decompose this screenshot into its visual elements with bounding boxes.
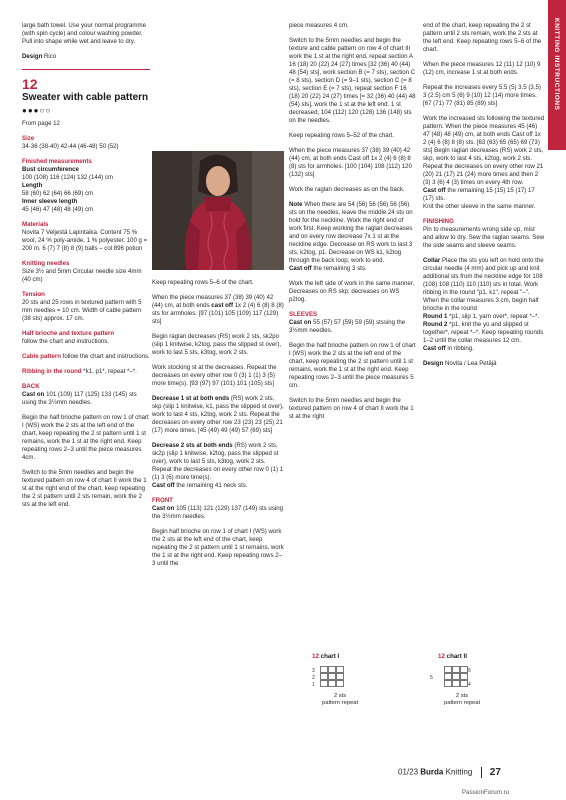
- chart-cell: [452, 680, 460, 687]
- brioche-block: Half brioche and texture pattern follow the chart and instructions.: [22, 330, 115, 345]
- chart-1-row-label: 2: [312, 675, 315, 681]
- chart-2: [430, 653, 498, 713]
- design-credit-rico: Design Rico: [22, 53, 57, 60]
- design-credit-novita: Design Novita / Lea Petäjä: [423, 360, 497, 367]
- cable-block: Cable pattern follow the chart and instructions.: [22, 353, 150, 360]
- note-block: Note When there are 54 (56) 56 (56) 56 (56) sts on the needles, leave the middle 24 sts on hold for the neckline. Work the right end of work first. Keep working the raglan decreases and on every row decrease 7x 1 st at the neckline edge. Decrease on RS work to last 3 sts, k2tog, p1. Decrease on WS k1, k2tog through the back loop, work to end. Cast off the remaining 3 sts.: [289, 201, 413, 272]
- chart-cell: [320, 680, 328, 687]
- sweater-photo: [152, 151, 284, 270]
- chart-cell: [336, 666, 344, 673]
- chart-2-grid: [430, 665, 498, 713]
- col4-p1: end of the chart, keep repeating the 2 st pattern until 2 sts remain, work the 2 sts at the left end. Keep repeating rows 5–6 of the chart.: [423, 22, 542, 53]
- page-footer: [398, 767, 501, 778]
- column-2: [152, 279, 284, 575]
- chart-1: [312, 653, 372, 713]
- chart-cell: [444, 666, 452, 673]
- col2-p1: Keep repeating rows 5–6 of the chart.: [152, 279, 254, 286]
- col4-p3: Repeat the increases every 5.5 (5) 3.5 (3.5) 3 (2.5) cm 5 (6) 9 (10) 12 (14) more times. [67 (71) 77 (81) 85 (89) sts]: [423, 84, 541, 107]
- size-block: Size 34-36 (38-40) 42-44 (46-48) 50 (52): [22, 135, 119, 150]
- col3-p8: Switch to the 5mm needles and begin the textured pattern on row 4 of chart II work the 1 st at the right: [289, 397, 414, 420]
- col3-p3: Keep repeating rows 5–52 of the chart.: [289, 132, 395, 139]
- chart-2-row-label: 5: [430, 675, 433, 681]
- difficulty-rating: ●●●○○: [22, 106, 52, 115]
- col2-p4: Work stocking st at the decreases. Repeat the decreases on every other row 0 (3) 1 (1) 3 (5) more time(s). [93 (97) 97 (101) 101 (105) sts]: [152, 364, 277, 387]
- chart-1-title: 12 chart I: [312, 653, 340, 660]
- chart-cell: [452, 666, 460, 673]
- tension-block: Tension 20 sts and 25 rows in textured pattern with 5 mm needles = 10 cm. Width of cable pattern (38 sts) approx. 17 cm.: [22, 291, 142, 322]
- intro-text: large bath towel. Use your normal programme (with spin cycle) and colour washing powder. Pull into shape while wet and leave to dry.: [22, 22, 146, 45]
- column-3: [289, 22, 417, 428]
- front-paragraph: Begin half brioche on row 1 of chart I (WS) work the 2 sts at the left end of the chart, keep repeating the 2 st pattern until 1 st remains, work the 1 st at the right end. Keep repeating rows 2–3 until the: [152, 528, 284, 567]
- chart-cell: [328, 673, 336, 680]
- decrease-2-block: Decrease 2 sts at both ends (RS) work 2 sts, sk2p (slip 1 knitwise, k2tog, pass the slipped st over), work to last 5 sts, k3tog, work 2 sts. Repeat the decreases on every other row 0 (1) 1 (1) 3 (6) more time(s). Cast off the remaining 41 neck sts.: [152, 442, 284, 489]
- back-block: BACK Cast on 101 (109) 117 (125) 133 (145) sts using the 3½mm needles.: [22, 383, 137, 406]
- section-sidebar: [548, 0, 566, 800]
- measurements-block: Finished measurements Bust circumference 100 (108) 116 (124) 132 (144) cm Length 58 (60) 62 (64) 66 (69) cm Inner sleeve length 45 (46) 47 (48) 48 (49) cm: [22, 158, 114, 213]
- col2-p2: When the piece measures 37 (38) 39 (40) 42 (44) cm, at both ends cast off 1x 2 (4) 6 (8) 8 (8) sts for armholes. [97 (101) 105 (109) 117 (129) sts]: [152, 294, 284, 325]
- sidebar-label: KNITTING INSTRUCTIONS: [553, 18, 560, 111]
- column-1: [22, 22, 150, 516]
- footer-section: Knitting: [445, 767, 473, 777]
- col3-p5: Work the raglan decreases as on the back.: [289, 186, 405, 193]
- column-4: [423, 22, 545, 375]
- col3-p4: When the piece measures 37 (38) 39 (40) 42 (44) cm, at both ends Cast off 1x 2 (4) 6 (8) 8 (8) sts for armholes. [100 (104) 108 (112) 120 (132) sts]: [289, 147, 412, 178]
- chart-cell: [444, 673, 452, 680]
- pattern-title: Sweater with cable pattern: [22, 92, 149, 103]
- chart-cell: [452, 673, 460, 680]
- ribbing-block: Ribbing in the round *k1, p1*, repeat *–*.: [22, 368, 137, 375]
- col3-p2: Switch to the 5mm needles and begin the texture and cable pattern on row 4 of chart III work the 1 st at the right end, repeat section A 16 (18) 20 (22) 24 (27) times [32 (36) 40 (44) 48 (54) sts], work section B (= 7 sts), section C (= 8 sts), section D (= 9–1 sts), section C (= 8 sts), section E (= 7 sts), repeat section F 16 (18) 20 (22) 24 (27) times [= 32 (36) 40 (44) 48 (54) sts], work the 1 st at the left end. 1 st decreased, 104 (112) 120 (128) 136 (148) sts on the needles.: [289, 37, 416, 124]
- chart-cell: [320, 666, 328, 673]
- chart-cell: [328, 666, 336, 673]
- chart-2-caption: 2 sts pattern repeat: [444, 693, 481, 706]
- chart-cell: [460, 673, 468, 680]
- chart-cell: [320, 673, 328, 680]
- sleeves-block: SLEEVES Cast on 55 (57) 57 (59) 59 (59) stssing the 3½mm needles.: [289, 311, 406, 334]
- chart-cell: [460, 680, 468, 687]
- chart-cell: [328, 680, 336, 687]
- watermark: PassionForum.ru: [462, 789, 510, 796]
- chart-cell: [336, 680, 344, 687]
- back-paragraph-2: Switch to the 5mm needles and begin the textured pattern on row 4 of chart II work the 1 st at the right end of the chart, keep repeating the 2 st pattern until 2 sts remain, work the 2 sts at the left end.: [22, 469, 147, 508]
- chart-cell: [336, 673, 344, 680]
- chart-cell: [460, 666, 468, 673]
- col4-p4: Work the increased sts following the textured pattern. When the piece measures 45 (46) 47 (48) 48 (49) cm, at both ends Cast off 1x 2 (4) 6 (8) 8 (8) sts. [63 (63) 65 (65) 69 (73) sts] Begin raglan decreases (RS) work 2 sts, skp, work to last 4 sts, k2tog, work 2 sts. Repeat the decreases on every other row 21 (20) 21 (17) 21 (24) more times and then 2 (3) 3 (6) 4 (3) times on every 4th row. Cast off the remaining 15 (15) 15 (17) 17 (17) sts. Knit the other sleeve in the same manner.: [423, 115, 545, 210]
- chart-2-row-label: 6: [468, 668, 471, 674]
- chart-1-row-label: 3: [312, 668, 315, 674]
- finishing-block: FINISHING Pin to measurements wrong side up, mist and allow to dry. Sew the raglan seams. Sew the side seams and sleeve seams.: [423, 218, 545, 249]
- collar-block: Collar Place the sts you left on hold onto the circular needle (4 mm) and pick up and knit additional sts from the neckline edge for 108 (108) 108 (110) 110 (110) sts in total. Work ribbing in the round "p1, k1", repeat "–". When the collar measures 3 cm, begin half brioche in the round Round 1 *p1, slip 1, yarn over*, repeat *–*. Round 2 *p1, knit the yo and slipped st together*, repeat *–*. Keep repeating rounds 1–2 until the collar measures 12 cm. Cast off in ribbing.: [423, 257, 544, 352]
- back-paragraph-1: Begin the half brioche pattern on row 1 of chart I (WS) work the 2 sts at the left end of the chart, keep repeating the 2 st pattern until 1 st remains, work the 1 st at the right end. Keep repeating rows 2–3 until the piece measures 4cm.: [22, 414, 149, 461]
- model-illustration: [152, 151, 284, 270]
- chart-2-row-label: 4: [468, 682, 471, 688]
- col4-p2: When the piece measures 12 (11) 12 (10) 9 (12) cm, increase 1 st at both ends.: [423, 61, 541, 76]
- col3-p6: Work the left side of work in the same manner. Decreases on RS skp; decreases on WS p2tog.: [289, 280, 415, 303]
- section-divider: [22, 69, 150, 70]
- needles-block: Knitting needles Size 3½ and 5mm Circular needle size 4mm (40 cm): [22, 260, 142, 283]
- chart-1-row-label: 1: [312, 682, 315, 688]
- chart-2-title: 12 chart II: [438, 653, 467, 660]
- materials-block: Materials Novita 7 Veljestä Lapintaika. Content 75 % wool, 24 % poly-amide, 1 % polyester. 100 g = 200 m. 6 (7) 7 (8) 8 (9) balls – col 896 potion: [22, 221, 148, 252]
- footer-issue: 01/23: [398, 767, 419, 777]
- chart-cell: [444, 680, 452, 687]
- decrease-1-block: Decrease 1 st at both ends (RS) work 2 sts, skp (slip 1 knitwise, k1, pass the slipped st over), work to last 4 sts, k2tog, work 2 sts. Repeat the decreases on every other row 23 (23) 23 (25) 21 (17) more times. [45 (49) 49 (49) 57 (69) sts]: [152, 395, 284, 434]
- footer-brand: Burda: [420, 767, 444, 777]
- chart-1-caption: 2 sts pattern repeat: [322, 693, 359, 706]
- chart-1-grid: [312, 665, 372, 713]
- col3-p1: piece measures 4 cm.: [289, 22, 349, 29]
- front-block: FRONT Cast on 105 (113) 121 (129) 137 (149) sts using the 3½mm needles.: [152, 497, 283, 520]
- pattern-number: 12: [22, 76, 38, 92]
- footer-separator: [481, 767, 482, 778]
- from-page: From page 12: [22, 120, 60, 127]
- page-number: 27: [489, 766, 501, 778]
- col2-p3: Begin raglan decreases (RS) work 2 sts, sk2po (slip 1 knitwise, k2tog, pass the slipped st over), work to last 5 sts, k3tog, work 2 sts.: [152, 333, 282, 356]
- col3-p7: Begin the half brioche pattern on row 1 of chart I (WS) work the 2 sts at the left end of the chart, keep repeating the 2 st pattern until 1 st remains, work the 1 st at the right end. Keep repeating rows 2–3 until the piece measures 5 cm.: [289, 342, 416, 389]
